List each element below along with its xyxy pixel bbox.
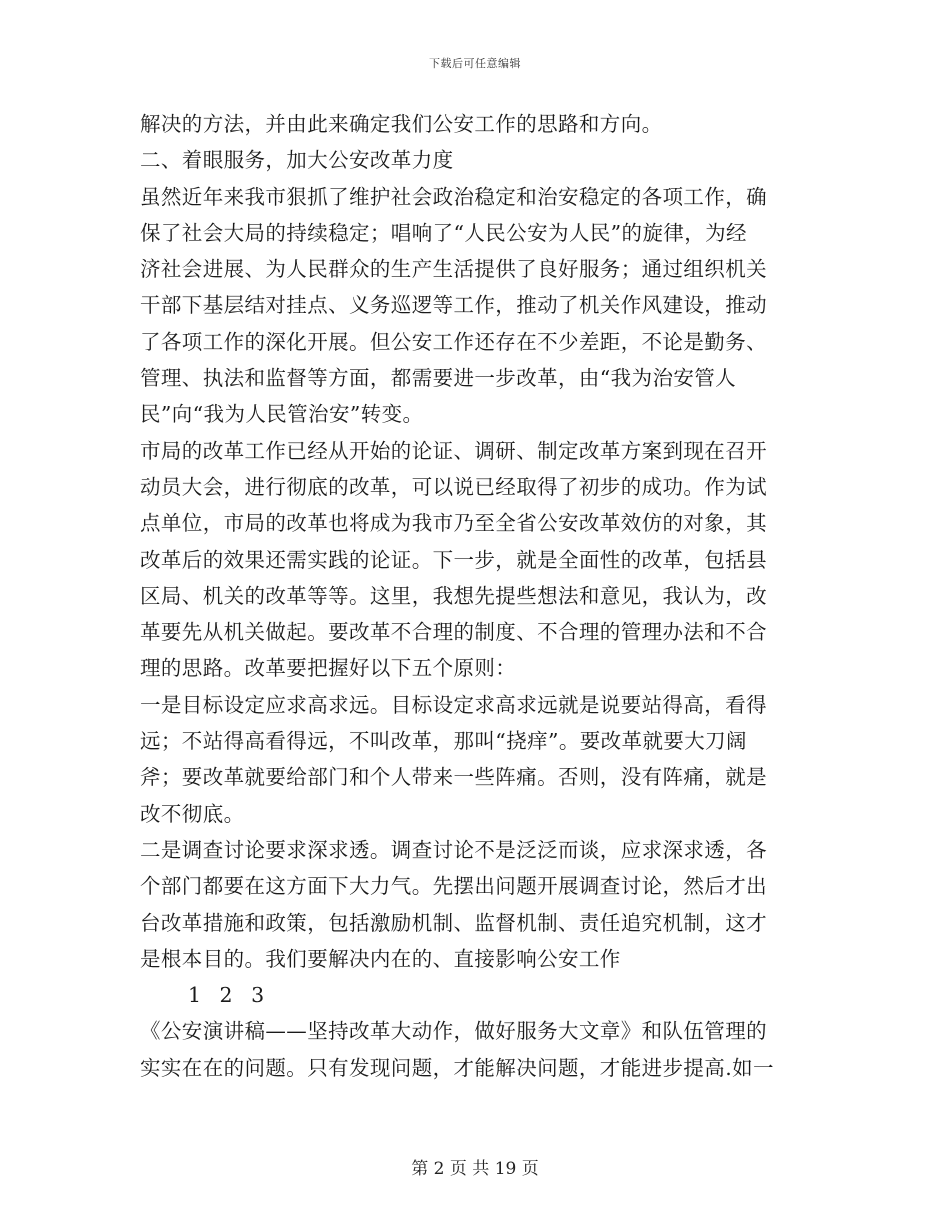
text-line: 一是目标设定应求高求远。目标设定求高求远就是说要站得高，看得 xyxy=(140,692,767,717)
text-line: 点单位，市局的改革也将成为我市乃至全省公安改革效仿的对象，其 xyxy=(140,511,767,536)
page-footer-number: 第 2 页 共 19 页 xyxy=(411,1159,539,1179)
page-header-note: 下载后可任意编辑 xyxy=(429,57,521,70)
text-line: 远；不站得高看得远，不叫改革，那叫“挠痒”。要改革就要大刀阔 xyxy=(140,729,747,754)
text-line: 保了社会大局的持续稳定；唱响了“人民公安为人民”的旋律，为经 xyxy=(140,220,747,245)
text-line: 《公安演讲稿——坚持改革大动作，做好服务大文章》和队伍管理的 xyxy=(140,1019,767,1044)
text-line: 台改革措施和政策，包括激励机制、监督机制、责任追究机制，这才 xyxy=(140,910,767,935)
text-line: 管理、执法和监督等方面，都需要进一步改革，由“我为治安管人 xyxy=(140,366,737,391)
document-body xyxy=(140,106,805,1086)
text-line: 济社会进展、为人民群众的生产生活提供了良好服务；通过组织机关 xyxy=(140,257,767,282)
text-line: 区局、机关的改革等等。这里，我想先提些想法和意见，我认为，改 xyxy=(140,583,767,608)
text-line: 实实在在的问题。只有发现问题，才能解决问题，才能进步提高.如一 xyxy=(140,1055,774,1080)
text-line: 理的思路。改革要把握好以下五个原则： xyxy=(140,656,517,681)
text-line: 民”向“我为人民管治安”转变。 xyxy=(140,402,424,427)
text-line: 解决的方法，并由此来确定我们公安工作的思路和方向。 xyxy=(140,112,663,136)
text-line: 改不彻底。 xyxy=(140,801,245,826)
text-line: 动员大会，进行彻底的改革，可以说已经取得了初步的成功。作为试 xyxy=(140,474,767,499)
section-heading: 二、着眼服务，加大公安改革力度 xyxy=(140,148,454,173)
inline-page-numbers: 1 2 3 xyxy=(188,983,271,1008)
text-line: 市局的改革工作已经从开始的论证、调研、制定改革方案到现在召开 xyxy=(140,438,767,463)
text-line: 二是调查讨论要求深求透。调查讨论不是泛泛而谈，应求深求透，各 xyxy=(140,837,767,862)
text-line: 斧；要改革就要给部门和个人带来一些阵痛。否则，没有阵痛，就是 xyxy=(140,765,767,790)
text-line: 改革后的效果还需实践的论证。下一步，就是全面性的改革，包括县 xyxy=(140,547,767,572)
text-line: 干部下基层结对挂点、义务巡逻等工作，推动了机关作风建设，推动 xyxy=(140,293,767,318)
text-line: 个部门都要在这方面下大力气。先摆出问题开展调查讨论，然后才出 xyxy=(140,874,767,899)
text-line: 了各项工作的深化开展。但公安工作还存在不少差距，不论是勤务、 xyxy=(140,329,767,354)
text-line: 虽然近年来我市狠抓了维护社会政治稳定和治安稳定的各项工作，确 xyxy=(140,184,767,209)
text-line: 是根本目的。我们要解决内在的、直接影响公安工作 xyxy=(140,946,621,971)
text-line: 革要先从机关做起。要改革不合理的制度、不合理的管理办法和不合 xyxy=(140,620,767,645)
